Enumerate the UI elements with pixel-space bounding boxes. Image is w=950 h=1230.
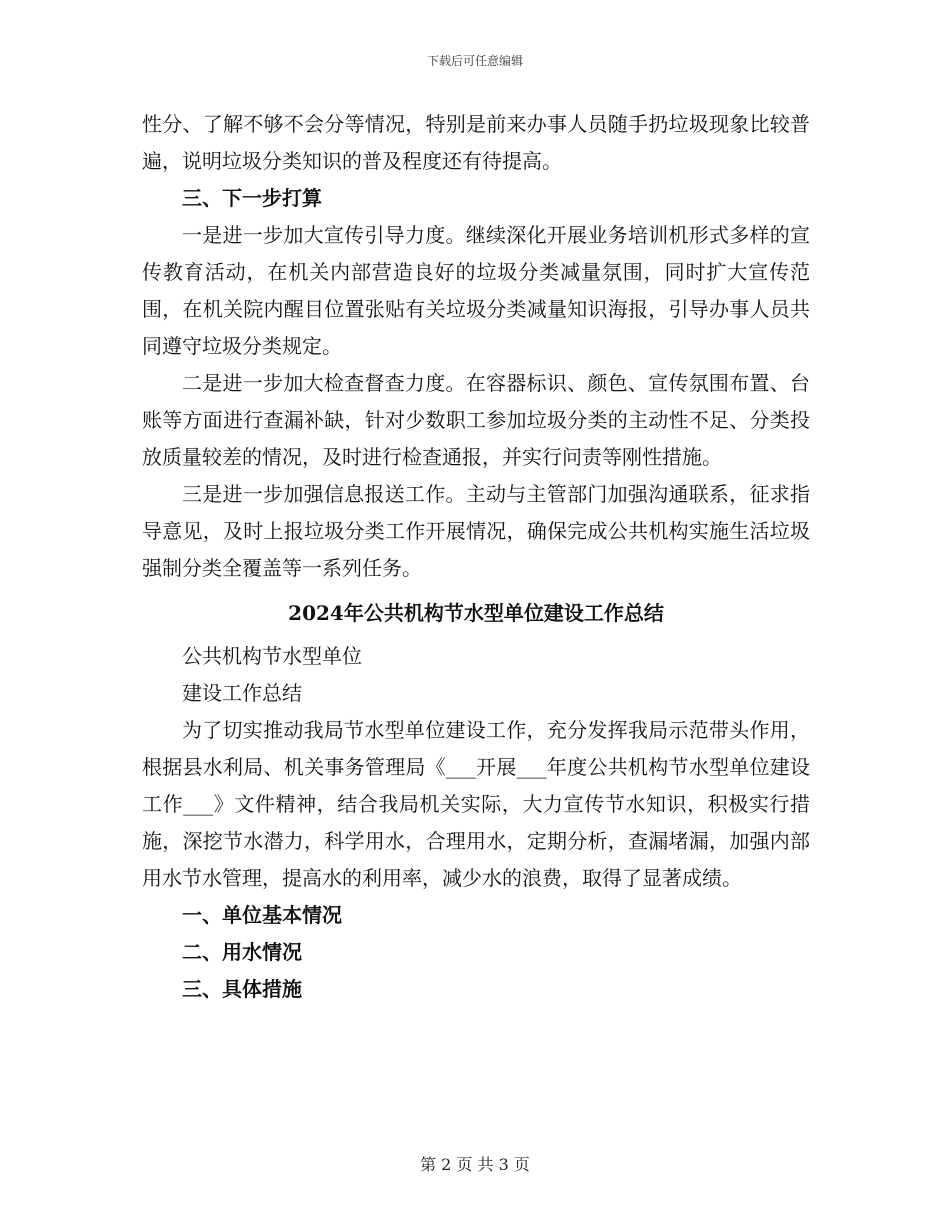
section-heading-water-use: 二、用水情况 bbox=[182, 940, 302, 964]
document-body bbox=[142, 106, 810, 1008]
paragraph-inspection: 二是进一步加大检查督查力度。在容器标识、颜色、宣传氛围布置、台账等方面进行查漏补缺，针对少数职工参加垃圾分类的主动性不足、分类投放质量较差的情况，及时进行检查通报，并实行问责等刚性措施。 bbox=[142, 371, 810, 469]
paragraph-publicity: 一是进一步加大宣传引导力度。继续深化开展业务培训机形式多样的宣传教育活动，在机关内部营造良好的垃圾分类减量氛围，同时扩大宣传范围，在机关院内醒目位置张贴有关垃圾分类减量知识海报，引导办事人员共同遵守垃圾分类规定。 bbox=[142, 223, 810, 358]
page-header: 下载后可任意编辑 bbox=[426, 54, 523, 68]
section-heading-measures: 三、具体措施 bbox=[182, 977, 302, 1001]
document-title: 2024年公共机构节水型单位建设工作总结 bbox=[288, 601, 664, 625]
section-heading-next-steps: 三、下一步打算 bbox=[182, 186, 322, 210]
paragraph-introduction: 为了切实推动我局节水型单位建设工作，充分发挥我局示范带头作用，根据县水利局、机关事务管理局《___开展___年度公共机构节水型单位建设工作___》文件精神，结合我局机关实际，大力宣传节水知识，积极实行措施，深挖节水潜力，科学用水，合理用水，定期分析，查漏堵漏，加强内部用水节水管理，提高水的利用率，减少水的浪费，取得了显著成绩。 bbox=[142, 718, 810, 890]
paragraph-continuation: 性分、了解不够不会分等情况，特别是前来办事人员随手扔垃圾现象比较普遍，说明垃圾分类知识的普及程度还有待提高。 bbox=[142, 112, 810, 173]
subtitle-line-1: 公共机构节水型单位 bbox=[182, 644, 362, 668]
paragraph-reporting: 三是进一步加强信息报送工作。主动与主管部门加强沟通联系，征求指导意见，及时上报垃圾分类工作开展情况，确保完成公共机构实施生活垃圾强制分类全覆盖等一系列任务。 bbox=[142, 482, 810, 580]
page-footer: 第 2 页 共 3 页 bbox=[420, 1155, 530, 1174]
section-heading-basic-info: 一、单位基本情况 bbox=[182, 903, 342, 927]
subtitle-line-2: 建设工作总结 bbox=[182, 681, 302, 705]
